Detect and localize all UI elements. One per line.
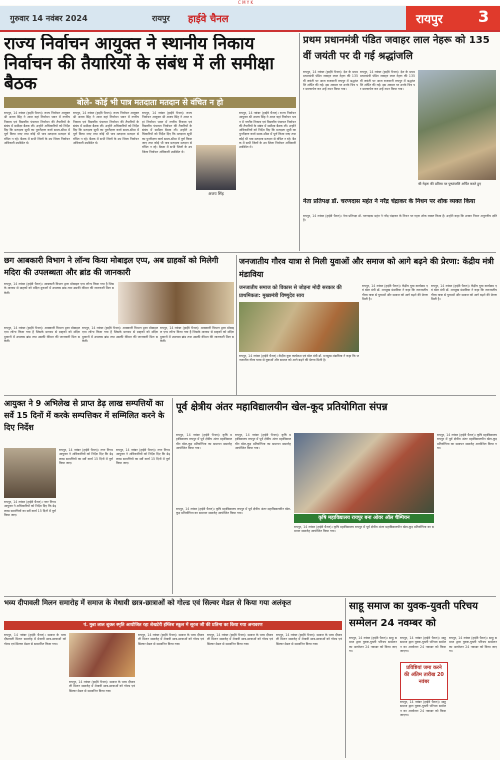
story8-col3: रायपुर, 14 नवंबर (हाईवे चैनल)। समाज के भव्य दीपावली मिलन समारोह में मेधावी छात्र-छात्राओं को गोल्ड एवं सिल्वर मेडल से सम्मानित किया गया। <box>138 633 204 646</box>
story7-col3: रायपुर, 14 नवंबर (हाईवे चैनल)। कृषि महाविद्यालय रायपुर में पूर्व क्षेत्रीय अंतर महाविद्यालयीन खेल-कूद प्रतियोगिता का समापन समारोह आयोजित किया गया। <box>437 433 497 450</box>
story2-photo <box>418 70 496 180</box>
vertical-divider-2 <box>236 255 237 395</box>
story8-col1: रायपुर, 14 नवंबर (हाईवे चैनल)। समाज के भव्य दीपावली मिलन समारोह में मेधावी छात्र-छात्राओं को गोल्ड एवं सिल्वर मेडल से सम्मानित किया गया। <box>4 633 66 646</box>
masthead <box>0 6 500 32</box>
story8-subhead: पं. मुन्ना लाल शुक्ल स्मृति आयोजित रहा शेखटेरी इंग्लिश स्कूल में सूरज जी की प्रतिमा का किया गया अनावरण <box>4 621 342 630</box>
story6-photo <box>4 448 56 498</box>
story4-headline: छग आबकारी विभाग ने लॉन्च किया मोबाइल एप्प, अब ग्राहकों को मिलेगी मदिरा की उपलब्धता और ब्रांड की जानकारी <box>4 256 219 277</box>
story1-caption: अजय सिंह <box>208 191 224 196</box>
story8-col2: रायपुर, 14 नवंबर (हाईवे चैनल)। समाज के भव्य दीपावली मिलन समारोह में मेधावी छात्र-छात्राओं को गोल्ड एवं सिल्वर मेडल से सम्मानित किया गया। <box>69 680 135 693</box>
story5-headline: जनजातीय गौरव यात्रा से मिली युवाओं और समाज को आगे बढ़ने की प्रेरणा: केंद्रीय मंत्री मंडाविया <box>239 257 494 279</box>
story1-col3: रायपुर, 14 नवंबर (हाईवे चैनल)। राज्य निर्वाचन आयुक्त श्री अजय सिंह ने आज यहां निर्वाचन भवन में नगरीय निकाय एवं त्रिस्तरीय पंचायत निर्वाचन की तैयारियों के संबंध में समीक्षा बैठक ली। उन्होंने अधिकारियों को निर्देश दिए कि मतदाता सूची का पुनरीक्षण कार्य समय-सीमा में पूर्ण किया जाए तथा कोई भी पात्र मतदाता मतदान से वंचित न रहे। बैठक में सभी जिलों के उप जिला निर्वाचन अधिकारी उपस्थित थे। <box>142 111 192 154</box>
story8-photo <box>69 633 135 677</box>
vertical-divider <box>299 33 300 251</box>
section-title: रायपुर <box>416 12 443 26</box>
story6-col2: रायपुर, 14 नवंबर (हाईवे चैनल)। नगर निगम आयुक्त ने अधिकारियों को निर्देश दिए कि डेढ़ लाख सम्पत्तियों का सर्वे कार्य 15 दिनों में पूर्ण किया जाए। <box>59 448 113 465</box>
story9-box <box>400 662 448 700</box>
hr-2 <box>4 395 496 396</box>
page-number: 3 <box>478 7 490 26</box>
story7-col2: रायपुर, 14 नवंबर (हाईवे चैनल)। कृषि महाविद्यालय रायपुर में पूर्व क्षेत्रीय अंतर महाविद्यालयीन खेल-कूद प्रतियोगिता का समापन समारोह आयोजित किया गया। <box>235 433 291 450</box>
story4-col2: रायपुर, 14 नवंबर (हाईवे चैनल)। आबकारी विभाग द्वारा मोबाइल एप्प लॉन्च किया गया है जिसके माध्यम से ग्राहकों को मदिरा दुकानों में उपलब्ध ब्रांड तथा उसकी कीमत की जानकारी मिल सकेगी। <box>4 326 80 343</box>
story3-headline: नेता प्रतिपक्ष डॉ. चरणदास महंत ने नरेंद्र चंद्राकर के निधन पर शोक व्यक्त किया <box>303 198 476 205</box>
story4-col3: रायपुर, 14 नवंबर (हाईवे चैनल)। आबकारी विभाग द्वारा मोबाइल एप्प लॉन्च किया गया है जिसके माध्यम से ग्राहकों को मदिरा दुकानों में उपलब्ध ब्रांड तथा उसकी कीमत की जानकारी मिल सकेगी। <box>82 326 158 343</box>
story1-col1: रायपुर, 14 नवंबर (हाईवे चैनल)। राज्य निर्वाचन आयुक्त श्री अजय सिंह ने आज यहां निर्वाचन भवन में नगरीय निकाय एवं त्रिस्तरीय पंचायत निर्वाचन की तैयारियों के संबंध में समीक्षा बैठक ली। उन्होंने अधिकारियों को निर्देश दिए कि मतदाता सूची का पुनरीक्षण कार्य समय-सीमा में पूर्ण किया जाए तथा कोई भी पात्र मतदाता मतदान से वंचित न रहे। बैठक में सभी जिलों के उप जिला निर्वाचन अधिकारी उपस्थित थे। <box>4 111 70 146</box>
story5-col2: रायपुर, 14 नवंबर (हाईवे चैनल)। केंद्रीय युवा कार्यक्रम एवं खेल मंत्री डॉ. मनसुख मंडाविया ने कहा कि जनजातीय गौरव यात्रा से युवाओं और समाज को आगे बढ़ने की प्रेरणा मिली है। <box>362 284 428 301</box>
story2-photo-caption: श्री नेहरू की प्रतिमा पर पुष्पांजलि अर्पित करते हुए <box>418 182 482 186</box>
story9-col4: रायपुर, 14 नवंबर (हाईवे चैनल)। साहू समाज द्वारा युवक-युवती परिचय सम्मेलन का आयोजन 24 नवम्बर को किया जाएगा। <box>449 636 497 653</box>
story5-photo <box>239 302 359 352</box>
story9-col2: रायपुर, 14 नवंबर (हाईवे चैनल)। साहू समाज द्वारा युवक-युवती परिचय सम्मेलन का आयोजन 24 नवम्बर को किया जाएगा। <box>400 636 446 653</box>
story5-col1: रायपुर, 14 नवंबर (हाईवे चैनल)। केंद्रीय युवा कार्यक्रम एवं खेल मंत्री डॉ. मनसुख मंडाविया ने कहा कि जनजातीय गौरव यात्रा से युवाओं और समाज को आगे बढ़ने की प्रेरणा मिली है। <box>239 354 359 363</box>
masthead-city: रायपुर <box>152 14 170 23</box>
masthead-date: गुरुवार 14 नवंबर 2024 <box>10 14 88 23</box>
story9-headline: साहू समाज का युवक-युवती परिचय सम्मेलन 24 नवम्बर को <box>349 601 478 629</box>
story5-subhead: जनजातीय समाज को विकास से जोड़ना मोदी सरकार की प्राथमिकता: मुख्यमंत्री विष्णुदेव साय <box>239 285 342 299</box>
story7-col1: रायपुर, 14 नवंबर (हाईवे चैनल)। कृषि महाविद्यालय रायपुर में पूर्व क्षेत्रीय अंतर महाविद्यालयीन खेल-कूद प्रतियोगिता का समापन समारोह आयोजित किया गया। <box>176 433 232 450</box>
vertical-divider-3 <box>172 398 173 594</box>
story7-photo <box>294 433 434 513</box>
story6-headline: आयुक्त ने 9 अभिलेख से प्राप्त डेढ़ लाख सम्पत्तियों का सर्वे 15 दिनों में करके सम्पत्तिकर में सम्मिलित करने के दिए निर्देश <box>4 399 165 432</box>
story4-col4: रायपुर, 14 नवंबर (हाईवे चैनल)। आबकारी विभाग द्वारा मोबाइल एप्प लॉन्च किया गया है जिसके माध्यम से ग्राहकों को मदिरा दुकानों में उपलब्ध ब्रांड तथा उसकी कीमत की जानकारी मिल सकेगी। <box>160 326 234 343</box>
story7-col4: रायपुर, 14 नवंबर (हाईवे चैनल)। कृषि महाविद्यालय रायपुर में पूर्व क्षेत्रीय अंतर महाविद्यालयीन खेल-कूद प्रतियोगिता का समापन समारोह आयोजित किया गया। <box>176 507 291 516</box>
story1-col4: रायपुर, 14 नवंबर (हाईवे चैनल)। राज्य निर्वाचन आयुक्त श्री अजय सिंह ने आज यहां निर्वाचन भवन में नगरीय निकाय एवं त्रिस्तरीय पंचायत निर्वाचन की तैयारियों के संबंध में समीक्षा बैठक ली। उन्होंने अधिकारियों को निर्देश दिए कि मतदाता सूची का पुनरीक्षण कार्य समय-सीमा में पूर्ण किया जाए तथा कोई भी पात्र मतदाता मतदान से वंचित न रहे। बैठक में सभी जिलों के उप जिला निर्वाचन अधिकारी उपस्थित थे। <box>239 111 296 150</box>
cmyk-label: C M Y K <box>238 0 254 5</box>
story1-portrait <box>196 145 236 190</box>
hr-1 <box>4 252 496 253</box>
story6-col3: रायपुर, 14 नवंबर (हाईवे चैनल)। नगर निगम आयुक्त ने अधिकारियों को निर्देश दिए कि डेढ़ लाख सम्पत्तियों का सर्वे कार्य 15 दिनों में पूर्ण किया जाए। <box>116 448 170 465</box>
story7-col5: रायपुर, 14 नवंबर (हाईवे चैनल)। कृषि महाविद्यालय रायपुर में पूर्व क्षेत्रीय अंतर महाविद्यालयीन खेल-कूद प्रतियोगिता का समापन समारोह आयोजित किया गया। <box>294 525 434 534</box>
story7-photo-caption: कृषि महाविद्यालय रायपुर बना ओवर ऑल चैम्पियन <box>294 514 434 523</box>
story8-col5: रायपुर, 14 नवंबर (हाईवे चैनल)। समाज के भव्य दीपावली मिलन समारोह में मेधावी छात्र-छात्राओं को गोल्ड एवं सिल्वर मेडल से सम्मानित किया गया। <box>276 633 342 646</box>
story9-col3: रायपुर, 14 नवंबर (हाईवे चैनल)। साहू समाज द्वारा युवक-युवती परिचय सम्मेलन का आयोजन 24 नवम्बर को किया जाएगा। <box>400 700 446 717</box>
vertical-divider-4 <box>345 598 346 758</box>
story9-box-text: प्रविष्टियां जमा करने की अंतिम तारीख 20 नवंबर <box>404 665 444 685</box>
story1-col2: रायपुर, 14 नवंबर (हाईवे चैनल)। राज्य निर्वाचन आयुक्त श्री अजय सिंह ने आज यहां निर्वाचन भवन में नगरीय निकाय एवं त्रिस्तरीय पंचायत निर्वाचन की तैयारियों के संबंध में समीक्षा बैठक ली। उन्होंने अधिकारियों को निर्देश दिए कि मतदाता सूची का पुनरीक्षण कार्य समय-सीमा में पूर्ण किया जाए तथा कोई भी पात्र मतदाता मतदान से वंचित न रहे। बैठक में सभी जिलों के उप जिला निर्वाचन अधिकारी उपस्थित थे। <box>73 111 139 146</box>
highway-logo: हाईवे चैनल <box>188 14 229 25</box>
story2-col1: रायपुर, 14 नवंबर (हाईवे चैनल)। देश के प्रथम प्रधानमंत्री पंडित जवाहर लाल नेहरू की 135 वीं जयंती पर आज राजधानी रायपुर में श्रद्धांजलि अर्पित की गई। इस अवसर पर उनके चित्र पर माल्यार्पण कर उन्हें नमन किया गया। <box>303 70 358 92</box>
story7-headline: पूर्व क्षेत्रीय अंतर महाविद्यालयीन खेल-कूद प्रतियोगिता संपन्न <box>176 402 388 413</box>
story8-headline: भव्य दीपावली मिलन समारोह में समाज के मेधावी छात्र-छात्राओं को गोल्ड एवं सिल्वर मेडल से किया गया अलंकृत <box>4 599 292 607</box>
cmyk-strip <box>0 0 500 5</box>
story1-headline: राज्य निर्वाचन आयुक्त ने स्थानीय निकाय निर्वाचन की तैयारियों के संबंध में ली समीक्षा बैठक <box>4 34 274 94</box>
story6-col1: रायपुर, 14 नवंबर (हाईवे चैनल)। नगर निगम आयुक्त ने अधिकारियों को निर्देश दिए कि डेढ़ लाख सम्पत्तियों का सर्वे कार्य 15 दिनों में पूर्ण किया जाए। <box>4 500 56 517</box>
story9-col1: रायपुर, 14 नवंबर (हाईवे चैनल)। साहू समाज द्वारा युवक-युवती परिचय सम्मेलन का आयोजन 24 नवम्बर को किया जाएगा। <box>349 636 397 653</box>
section-tab <box>406 6 500 30</box>
story2-col2: रायपुर, 14 नवंबर (हाईवे चैनल)। देश के प्रथम प्रधानमंत्री पंडित जवाहर लाल नेहरू की 135 वीं जयंती पर आज राजधानी रायपुर में श्रद्धांजलि अर्पित की गई। इस अवसर पर उनके चित्र पर माल्यार्पण कर उन्हें नमन किया गया। <box>360 70 415 92</box>
story8-col4: रायपुर, 14 नवंबर (हाईवे चैनल)। समाज के भव्य दीपावली मिलन समारोह में मेधावी छात्र-छात्राओं को गोल्ड एवं सिल्वर मेडल से सम्मानित किया गया। <box>207 633 273 646</box>
hr-3 <box>4 596 496 597</box>
story4-col1: रायपुर, 14 नवंबर (हाईवे चैनल)। आबकारी विभाग द्वारा मोबाइल एप्प लॉन्च किया गया है जिसके माध्यम से ग्राहकों को मदिरा दुकानों में उपलब्ध ब्रांड तथा उसकी कीमत की जानकारी मिल सकेगी। <box>4 282 114 295</box>
story4-photo <box>118 282 234 324</box>
story2-headline: प्रथम प्रधानमंत्री पंडित जवाहर लाल नेहरू को 135 वीं जयंती पर दी गई श्रद्धांजलि <box>303 35 490 62</box>
story1-subhead: बोले- कोई भी पात्र मतदाता मतदान से वंचित न हो <box>4 97 296 108</box>
story3-body: रायपुर, 14 नवंबर (हाईवे चैनल)। नेता प्रतिपक्ष डॉ. चरणदास महंत ने नरेंद्र चंद्राकर के निधन पर गहरा शोक व्यक्त किया है। उन्होंने कहा कि उनका निधन अपूरणीय क्षति है। <box>303 214 497 223</box>
story5-col3: रायपुर, 14 नवंबर (हाईवे चैनल)। केंद्रीय युवा कार्यक्रम एवं खेल मंत्री डॉ. मनसुख मंडाविया ने कहा कि जनजातीय गौरव यात्रा से युवाओं और समाज को आगे बढ़ने की प्रेरणा मिली है। <box>431 284 497 301</box>
